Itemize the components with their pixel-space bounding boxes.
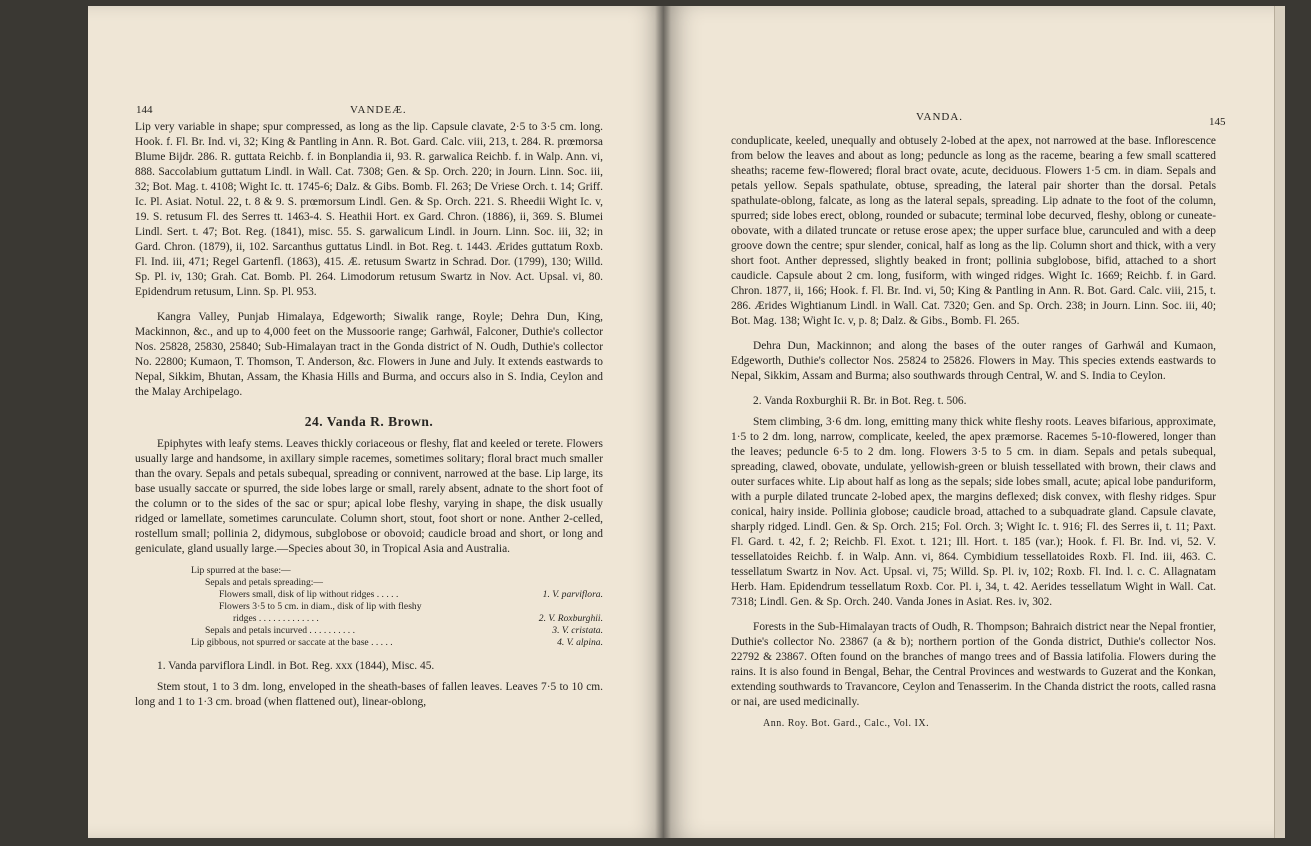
- page-edge: [1274, 6, 1285, 838]
- paragraph: Epiphytes with leafy stems. Leaves thickly coriaceous or fleshy, flat and keeled or terete. Flowers usually large and handsome, in axillary simple racemes, sometimes solitary; floral bract much smaller than the ovary. Sepals and petals subequal, spreading or connivent, narrowed at the base. Lip large, its base usually saccate or spurred, the side lobes large or small, rarely absent, adnate to the short foot of the column or to the sides of the sac or spur; apical lobe fleshy, varying in shape, the disk usually ridged or lamellate, sometimes carunculate. Column short, stout, foot short or none. Anther 2-celled, rostellum small; pollinia 2, didymous, subglobose or obovoid; caudicle broad and short, or long and geniculate, gland usually large.—Species about 30, in Tropical Asia and Australia.: [135, 438, 603, 555]
- species-heading: 1. Vanda parviflora Lindl. in Bot. Reg. xxx (1844), Misc. 45.: [157, 660, 435, 672]
- key-line: Lip gibbous, not spurred or saccate at the base . . . . . 4. V. alpina.: [191, 637, 603, 648]
- page-number: 145: [1209, 116, 1226, 128]
- right-page: [663, 6, 1285, 838]
- paragraph: conduplicate, keeled, unequally and obtusely 2-lobed at the apex, not narrowed at the base. Inflorescence from below the leaves and about as long; peduncle as long as the raceme, bearing a few small scattered sheaths; raceme few-flowered; floral bract ovate, acute, deciduous. Flowers 1·5 cm. in diam. Sepals and petals yellow. Sepals spathulate, obtuse, spreading, the lateral pair shorter than the dorsal. Petals spathulate-oblong, falcate, as long as the lateral sepals, spreading. Lip adnate to the foot of the column, spurred; side lobes erect, oblong, rounded or subacute; terminal lobe decurved, fleshy, oblong or cuneate-obovate, with a dilated truncate or retuse erose apex; the upper surface blue, carunculed and with a deep groove down the centre; spur slender, conical, half as long as the lip. Column short and thick, with a very short foot. Anther depressed, slightly beaked in front; pollinia subglobose, bifid, attached to a short caudicle. Capsule about 2 cm. long, fusiform, with winged ridges. Wight Ic. 1669; Reichb. f. in Gard. Chron. 1877, ii, 166; Hook. f. Fl. Br. Ind. vi, 50; King & Pantling in Ann. R. Bot. Gard. Calc. viii, 215, t. 286. Ærides Wightianum Lindl. in Wall. Cat. 7320; Gen. and Sp. Orch. 238; in Journ. Linn. Soc. iii, 40; Bot. Mag. 138; Wight Ic. v, p. 8; Dalz. & Gibs., Bomb. Fl. 265.: [731, 135, 1216, 327]
- paragraph: Lip very variable in shape; spur compressed, as long as the lip. Capsule clavate, 2·5 to 3·5 cm. long. Hook. f. Fl. Br. Ind. vi, 32; King & Pantling in Ann. R. Bot. Gard. Calc. viii, 213, t. 284. R. prœmorsa Blume Bijdr. 286. R. guttata Reichb. f. in Bonplandia ii, 93. R. garwalica Reichb. f. in Walp. Ann. vi, 888. Saccolabium guttatum Lindl. in Wall. Cat. 7308; Gen. & Sp. Orch. 220; in Journ. Linn. Soc. iii, 32; Bot. Mag. t. 4108; Wight Ic. tt. 1745-6; Dalz. & Gibs. Bomb. Fl. 263; De Vriese Orch. t. 14; Griff. Ic. Pl. Asiat. Notul. 22, t. 8 & 9. S. prœmorsum Lindl. Gen. & Sp. Orch. 221. S. Rheedii Wight Ic. v, 19. S. retusum Fl. des Serres tt. 1463-4. S. Heathii Hort. ex Gard. Chron. (1886), ii, 369. S. Blumei Lindl. Sert. t. 47; Bot. Reg. (1841), misc. 55. S. garwalicum Lindl. in Journ. Linn. Soc. iii, 32; in Gard. Chron. (1879), ii, 102. Sarcanthus guttatus Lindl. in Bot. Reg. t. 1443. Ærides guttatum Roxb. Fl. Ind. iii, 471; Regel Gartenfl. (1863), 415. Æ. retusum Swartz in Schrad. Dor. (1799), 130; Willd. Sp. Pl. iv, 130; Grah. Cat. Bomb. Pl. 264. Limodorum retusum Swartz in Nov. Act. Upsal. vi, 80. Epidendrum retusum, Linn. Sp. Pl. 953.: [135, 121, 603, 298]
- species-key: [135, 565, 603, 649]
- paragraph: Stem climbing, 3·6 dm. long, emitting many thick white fleshy roots. Leaves bifarious, approximate, 1·5 to 2 dm. long, narrow, complicate, keeled, the apex præmorse. Racemes 5-10-flowered, longer than the leaves; peduncle 6·5 to 2 dm. long. Flowers 3·5 to 5 cm. in diam. Sepals and petals subequal, spreading, clawed, obovate, undulate, yellowish-green or bluish tessellated with brown, their claws and outer surfaces white. Lip about half as long as the sepals; side lobes small, acute; apical lobe panduriform, with a purple dilated truncate 2-lobed apex, the margins deflexed; disk convex, with fleshy ridges. Spur conical, hairy inside. Pollinia globose; caudicle broad, attached to a subquadrate gland. Capsule clavate, sharply ridged. Lindl. Gen. & Sp. Orch. 215; Fol. Orch. 3; Wight Ic. t. 916; Fl. des Serres ii, t. 11; Paxt. Fl. Gard. t. 42, f. 2; Reichb. Fl. Exot. t. 121; Ill. Hort. t. 185 (var.); Hook. f. Fl. Br. Ind. vi, 52. V. tessellatoides Reichb. f. in Walp. Ann. vi, 864. Cymbidium tessellatoides Roxb. Fl. Ind. iii, 463. C. tessellatum Swartz in Nov. Act. Upsal. vi, 75; Willd. Sp. Pl. iv, 102; Roxb. Fl. Ind. l. c. C. Allagnatam Herb. Ham. Epidendrum tessellatum Roxb. Cor. Pl. i, 34, t. 42. Aerides tessellatum Wight in Wall. Cat. 7318; Lindl. Gen. & Sp. Orch. 240. Vanda Jones in Asiat. Res. iv, 302.: [731, 416, 1216, 608]
- key-line: Flowers small, disk of lip without ridges . . . . . 1. V. parviflora.: [219, 589, 603, 600]
- key-line: Sepals and petals incurved . . . . . . . . . . 3. V. cristata.: [205, 625, 603, 636]
- key-line: Sepals and petals spreading:—: [205, 577, 324, 588]
- journal-footer: Ann. Roy. Bot. Gard., Calc., Vol. IX.: [763, 718, 930, 729]
- left-page-text: [135, 120, 603, 710]
- left-page: [88, 6, 663, 838]
- page-number: 144: [136, 104, 153, 116]
- paragraph: Stem stout, 1 to 3 dm. long, enveloped in the sheath-bases of fallen leaves. Leaves 7·5 to 10 cm. long and 1 to 1·3 cm. broad (when flattened out), linear-oblong,: [135, 681, 603, 708]
- key-line: ridges . . . . . . . . . . . . . 2. V. Roxburghii.: [233, 613, 603, 624]
- genus-heading: 24. Vanda R. Brown.: [304, 414, 434, 429]
- running-head: VANDEÆ.: [350, 104, 407, 116]
- key-line: Lip spurred at the base:—: [191, 565, 291, 576]
- paragraph: Forests in the Sub-Himalayan tracts of Oudh, R. Thompson; Bahraich district near the Nepal frontier, Duthie's collector No. 23867 (a & b); northern portion of the Gonda district, Duthie's collector Nos. 22792 & 23867. Often found on the branches of mango trees and of Bassia latifolia. Flowers during the rains. It is also found in Bengal, Behar, the Central Provinces and westwards to Guzerat and the Konkan, extending southwards to Travancore, Ceylon and Tenasserim. In the Chanda district the roots, called rasna or nai, are used medicinally.: [731, 621, 1216, 708]
- right-page-text: [731, 134, 1216, 710]
- paragraph: Kangra Valley, Punjab Himalaya, Edgeworth; Siwalik range, Royle; Dehra Dun, King, Mackinnon, &c., and up to 4,000 feet on the Mussoorie range; Garhwál, Falconer, Duthie's collector Nos. 25828, 25830, 25840; Sub-Himalayan tract in the Gonda district of N. Oudh, Duthie's collector No. 22800; Kumaon, T. Thomson, T. Anderson, &c. Flowers in June and July. It extends eastwards to Nepal, Sikkim, Bhutan, Assam, the Khasia Hills and Burma, and occurs also in S. India, Ceylon and the Malay Archipelago.: [135, 311, 603, 398]
- book-gutter: [655, 6, 671, 838]
- key-line: Flowers 3·5 to 5 cm. in diam., disk of lip with fleshy: [219, 601, 422, 612]
- paragraph: Dehra Dun, Mackinnon; and along the bases of the outer ranges of Garhwál and Kumaon, Edgeworth, Duthie's collector Nos. 25824 to 25826. Flowers in May. This species extends eastwards to Nepal, Sikkim, Assam and Burma; also southwards through Central, W. and S. India to Ceylon.: [731, 340, 1216, 382]
- running-head: VANDA.: [916, 111, 964, 123]
- species-heading: 2. Vanda Roxburghii R. Br. in Bot. Reg. t. 506.: [753, 395, 967, 407]
